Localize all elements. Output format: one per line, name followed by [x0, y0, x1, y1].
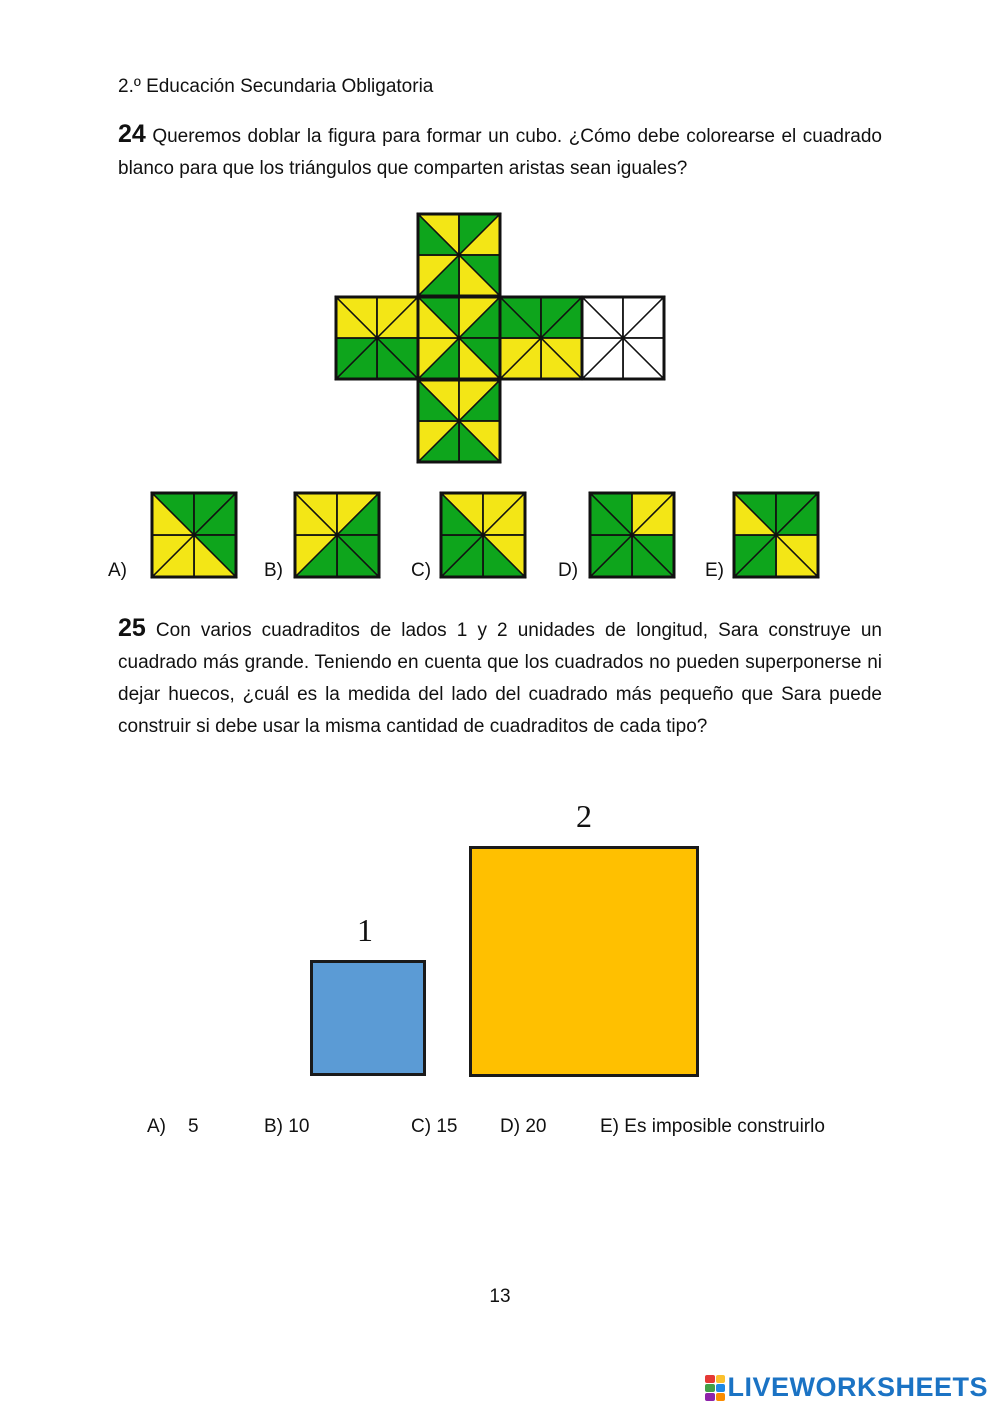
- q24-option-tile-1-triangle-2: [337, 493, 379, 535]
- cube-net-face-5-triangle-0: [418, 380, 459, 421]
- cube-net-face-0-triangle-6: [418, 255, 459, 296]
- question-25-number: 25: [118, 614, 146, 642]
- q24-option-tile-1-triangle-4: [337, 535, 379, 577]
- cube-net-face-4: [582, 297, 664, 379]
- q25-answer-a[interactable]: A) 5: [147, 1116, 199, 1137]
- q24-option-tile-2-triangle-0: [441, 493, 483, 535]
- question-24-number: 24: [118, 120, 146, 148]
- q24-option-tile-0-triangle-3: [194, 535, 236, 577]
- cube-net-face-5-triangle-1: [459, 380, 500, 421]
- cube-net-face-2-triangle-2: [459, 297, 500, 338]
- cube-net-face-3-triangle-2: [541, 297, 582, 338]
- q24-option-tile-3-triangle-6: [590, 535, 632, 577]
- cube-net-face-1-triangle-4: [377, 338, 418, 379]
- q24-option-tile-4-triangle-5: [734, 535, 776, 577]
- cube-net-face-0-triangle-2: [459, 214, 500, 255]
- cube-net-face-5-triangle-2: [459, 380, 500, 421]
- small-square-label: 1: [357, 912, 373, 948]
- question-25-text: [118, 612, 882, 743]
- q24-option-tile-3-triangle-3: [632, 535, 674, 577]
- q24-option-tile-4-triangle-1: [776, 493, 818, 535]
- q24-option-tile-3-triangle-2: [632, 493, 674, 535]
- cube-net-face-2-triangle-4: [459, 338, 500, 379]
- cube-net-face-0: [418, 214, 500, 296]
- q24-option-tile-0: [152, 493, 236, 577]
- q24-option-tile-2-triangle-3: [483, 535, 525, 577]
- large-square-orange: [469, 846, 699, 1077]
- logo-text: LIVEWORKSHEETS: [727, 1372, 988, 1402]
- q24-option-tile-1-triangle-7: [295, 493, 337, 535]
- cube-net-face-5-triangle-5: [418, 421, 459, 462]
- q24-option-tile-0-triangle-5: [152, 535, 194, 577]
- q24-option-a-label[interactable]: A): [108, 560, 127, 581]
- q24-option-c-label[interactable]: C): [411, 560, 432, 581]
- q24-option-tile-1-triangle-1: [337, 493, 379, 535]
- cube-net-face-5: [418, 380, 500, 462]
- q24-option-tile-3-triangle-0: [590, 493, 632, 535]
- q25-answer-b[interactable]: B) 10: [264, 1116, 310, 1137]
- cube-net-face-2-triangle-6: [418, 338, 459, 379]
- q25-answer-c[interactable]: C) 15: [411, 1116, 458, 1137]
- q24-option-tile-1-triangle-6: [295, 535, 337, 577]
- q24-option-tile-1-triangle-5: [295, 535, 337, 577]
- cube-net-face-5-triangle-6: [418, 421, 459, 462]
- cube-net-face-0-triangle-3: [459, 255, 500, 296]
- q24-option-tile-2-triangle-1: [483, 493, 525, 535]
- cube-net-face-2-triangle-5: [418, 338, 459, 379]
- small-square-blue: [310, 960, 426, 1076]
- cube-net-face-0-triangle-5: [418, 255, 459, 296]
- cube-net-face-4-triangle-7: [582, 297, 623, 338]
- q24-option-tile-0-triangle-1: [194, 493, 236, 535]
- cube-net-face-3-triangle-1: [541, 297, 582, 338]
- q24-option-tile-2-triangle-7: [441, 493, 483, 535]
- q24-option-tile-0-triangle-7: [152, 493, 194, 535]
- q24-option-tile-3-triangle-4: [632, 535, 674, 577]
- q24-option-tile-4-triangle-2: [776, 493, 818, 535]
- cube-net-face-4-triangle-2: [623, 297, 664, 338]
- cube-net-face-3-triangle-5: [500, 338, 541, 379]
- cube-net-face-0-triangle-7: [418, 214, 459, 255]
- q24-option-e-label[interactable]: E): [705, 560, 724, 581]
- q24-option-tile-3-triangle-1: [632, 493, 674, 535]
- cube-net-face-3-triangle-7: [500, 297, 541, 338]
- q25-answer-d[interactable]: D) 20: [500, 1116, 547, 1137]
- cube-net-face-5-triangle-4: [459, 421, 500, 462]
- q25-answer-e[interactable]: E) Es imposible construirlo: [600, 1116, 825, 1137]
- cube-net-face-1-triangle-5: [336, 338, 377, 379]
- liveworksheets-logo: [705, 1372, 988, 1403]
- cube-net-face-0-triangle-1: [459, 214, 500, 255]
- q24-option-tile-4-triangle-7: [734, 493, 776, 535]
- cube-net-face-4-triangle-6: [582, 338, 623, 379]
- q24-option-tile-2-triangle-2: [483, 493, 525, 535]
- q24-option-tile-2-triangle-4: [483, 535, 525, 577]
- question-24-text: [118, 118, 882, 185]
- q24-option-tile-0-triangle-2: [194, 493, 236, 535]
- cube-net-face-1-triangle-0: [336, 297, 377, 338]
- cube-net-face-1-triangle-1: [377, 297, 418, 338]
- cube-net-face-2-triangle-1: [459, 297, 500, 338]
- cube-net-face-3: [500, 297, 582, 379]
- q24-option-tile-2: [441, 493, 525, 577]
- q24-option-tile-3-triangle-7: [590, 493, 632, 535]
- cube-net-face-1-triangle-2: [377, 297, 418, 338]
- question-24-body: Queremos doblar la figura para formar un cubo. ¿Cómo debe colorearse el cuadrado blanco para que los triángulos que comparten aristas sean iguales?: [118, 126, 882, 179]
- q24-option-b-label[interactable]: B): [264, 560, 283, 581]
- page-number: 13: [489, 1286, 511, 1307]
- cube-net-face-4-triangle-4: [623, 338, 664, 379]
- cube-net-face-2-triangle-0: [418, 297, 459, 338]
- cube-net-face-2: [418, 297, 500, 379]
- large-square-label: 2: [576, 798, 592, 834]
- cube-net-face-0-triangle-0: [418, 214, 459, 255]
- q24-option-tile-4-triangle-0: [734, 493, 776, 535]
- q24-option-tile-1-triangle-0: [295, 493, 337, 535]
- question-25-body: Con varios cuadraditos de lados 1 y 2 unidades de longitud, Sara construye un cuadrado más grande. Teniendo en cuenta que los cuadrados no pueden superponerse ni dejar huecos, ¿cuál es la medida del lado del cuadrado más pequeño que Sara puede construir si debe usar la misma cantidad de cuadraditos de cada tipo?: [118, 620, 882, 737]
- q24-option-tile-2-triangle-6: [441, 535, 483, 577]
- q24-option-tile-3: [590, 493, 674, 577]
- q24-option-tile-4-triangle-6: [734, 535, 776, 577]
- cube-net-face-0-triangle-4: [459, 255, 500, 296]
- cube-net-face-3-triangle-3: [541, 338, 582, 379]
- q24-option-tile-4-triangle-4: [776, 535, 818, 577]
- cube-net-face-3-triangle-6: [500, 338, 541, 379]
- cube-net-face-5-triangle-7: [418, 380, 459, 421]
- cube-net-face-1: [336, 297, 418, 379]
- logo-mark-icon: [705, 1375, 725, 1401]
- cube-net-face-4-triangle-1: [623, 297, 664, 338]
- cube-net-face-1-triangle-3: [377, 338, 418, 379]
- cube-net-face-4-triangle-0: [582, 297, 623, 338]
- q24-option-tile-0-triangle-0: [152, 493, 194, 535]
- q24-option-tile-4: [734, 493, 818, 577]
- q24-option-tile-0-triangle-6: [152, 535, 194, 577]
- q24-option-tile-1-triangle-3: [337, 535, 379, 577]
- cube-net-face-1-triangle-7: [336, 297, 377, 338]
- cube-net-face-2-triangle-7: [418, 297, 459, 338]
- cube-net-face-4-triangle-3: [623, 338, 664, 379]
- q24-option-tile-0-triangle-4: [194, 535, 236, 577]
- cube-net-face-2-triangle-3: [459, 338, 500, 379]
- q24-option-tile-2-triangle-5: [441, 535, 483, 577]
- cube-net-face-3-triangle-0: [500, 297, 541, 338]
- cube-net-face-3-triangle-4: [541, 338, 582, 379]
- cube-net-face-1-triangle-6: [336, 338, 377, 379]
- cube-net-face-4-triangle-5: [582, 338, 623, 379]
- q24-option-tile-4-triangle-3: [776, 535, 818, 577]
- q24-option-tile-1: [295, 493, 379, 577]
- cube-net-face-5-triangle-3: [459, 421, 500, 462]
- q24-option-d-label[interactable]: D): [558, 560, 579, 581]
- page-header: 2.º Educación Secundaria Obligatoria: [118, 76, 434, 97]
- q24-option-tile-3-triangle-5: [590, 535, 632, 577]
